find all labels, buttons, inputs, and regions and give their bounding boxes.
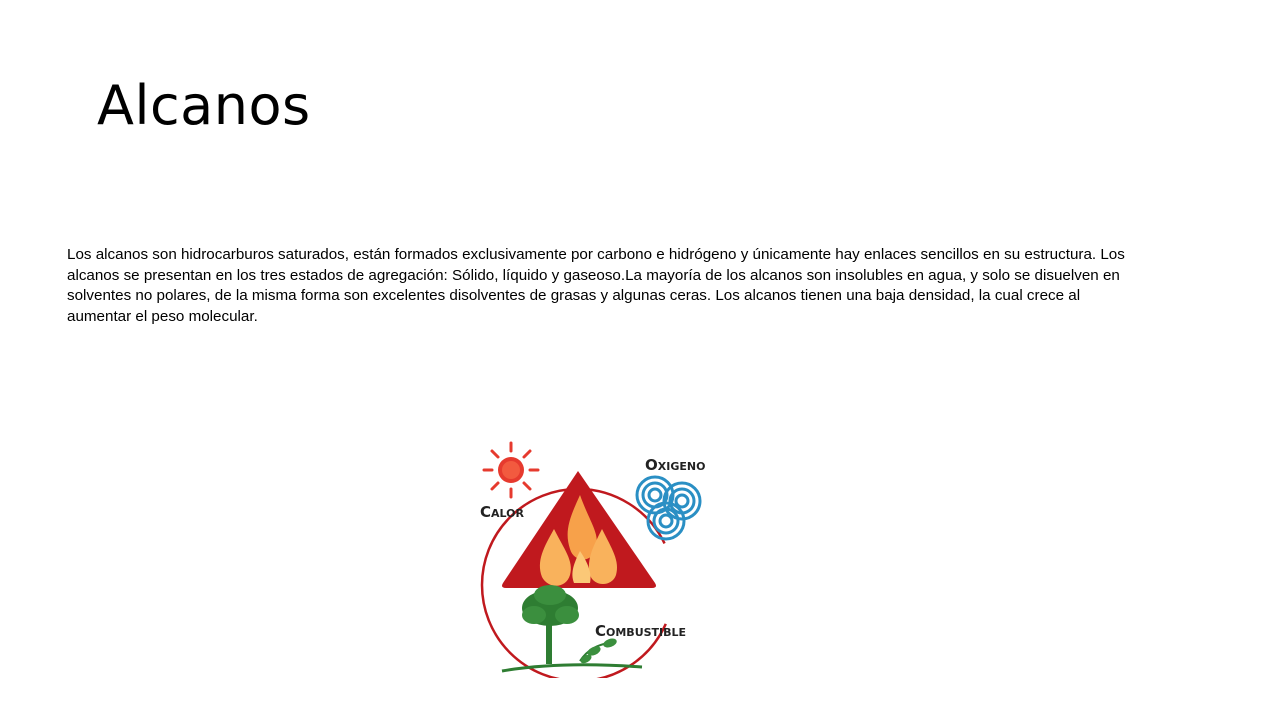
slide-body-text: Los alcanos son hidrocarburos saturados, están formados exclusivamente por carbono e hidrógeno y únicamente hay enlaces sencillos en su estructura. Los alcanos se presentan en los tres estados de agregación: Sólido, líquido y gaseoso.La mayoría de los alcanos son insolubles en agua, y solo se disuelven en solventes no polares, de la misma forma son excelentes disolventes de grasas y algunas ceras. Los alcanos tienen una baja densidad, la cual crece al aumentar el peso molecular. <box>67 246 1125 325</box>
calor-label: Calor <box>480 503 524 521</box>
slide-title: Alcanos <box>97 74 311 137</box>
combustible-label: Combustible <box>595 622 687 640</box>
oxygen-swirl-icon <box>637 477 700 539</box>
oxigeno-label: Oxigeno <box>645 456 706 474</box>
fire-triangle-figure <box>470 433 740 678</box>
fire-triangle-icon <box>502 471 656 588</box>
sun-icon <box>484 443 538 497</box>
